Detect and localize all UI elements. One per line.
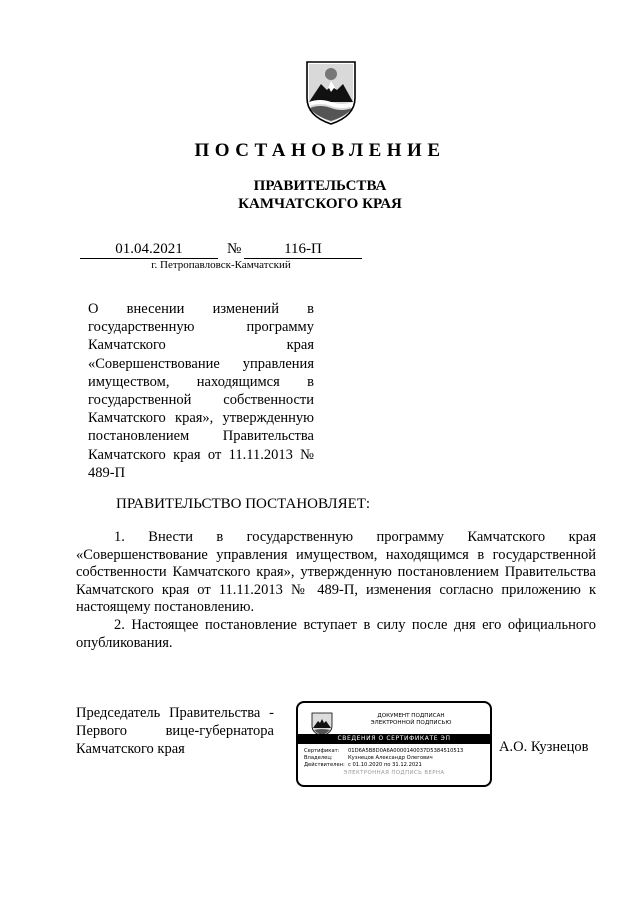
stamp-owner-row <box>304 755 486 761</box>
signer-position <box>76 705 274 758</box>
stamp-certificate-value: 01D6A5B8D0A6A0000140037D5384510513 <box>348 748 464 754</box>
resolution-paragraph-2: 2. Настоящее постановление вступает в силу после дня его официального опубликования. <box>76 616 596 651</box>
resolution-heading: ПРАВИТЕЛЬСТВО ПОСТАНОВЛЯЕТ: <box>116 496 371 512</box>
document-place: г. Петропавловск-Камчатский <box>151 259 291 271</box>
document-number: 116-П <box>244 241 362 259</box>
stamp-title-bar: СВЕДЕНИЯ О СЕРТИФИКАТЕ ЭП <box>298 734 490 744</box>
signer-position-line: Первого вице-губернатора <box>76 722 274 739</box>
stamp-header <box>336 713 486 727</box>
issuer-line-2: КАМЧАТСКОГО КРАЯ <box>238 196 402 212</box>
stamp-validity-row <box>304 762 486 768</box>
document-subject: О внесении изменений в государственную программу Камчатского края «Совершенствование управления имуществом, находящимся в государственной собственности Камчатского края», утвержденную постановлением Правительства Камчатского края от 11.11.2013 № 489-П <box>88 301 314 481</box>
stamp-footer: ЭЛЕКТРОННАЯ ПОДПИСЬ ВЕРНА <box>343 770 445 776</box>
stamp-certificate-label: Сертификат: <box>304 748 340 754</box>
document-kind-title: ПОСТАНОВЛЕНИЕ <box>194 140 446 161</box>
stamp-header-line: ДОКУМЕНТ ПОДПИСАН <box>377 713 445 719</box>
electronic-signature-stamp <box>296 701 492 787</box>
stamp-owner-value: Кузнецов Александр Олегович <box>348 755 433 761</box>
signer-position-line: Камчатского края <box>76 740 185 757</box>
stamp-owner-label: Владелец: <box>304 755 333 761</box>
stamp-certificate-row <box>304 748 486 754</box>
resolution-body <box>76 529 596 652</box>
issuer-line-1: ПРАВИТЕЛЬСТВА <box>253 178 387 194</box>
signer-name: А.О. Кузнецов <box>499 739 589 755</box>
kamchatka-coat-of-arms-icon <box>303 58 359 126</box>
resolution-paragraph-1: 1. Внести в государственную программу Камчатского края «Совершенствование управления имуществом, находящимся в государственной собственности Камчатского края», утвержденную постановлением Правительства Камчатского края от 11.11.2013 № 489-П, изменения согласно приложению к настоящему постановлению. <box>76 529 596 616</box>
number-sign: № <box>227 241 242 257</box>
signer-position-line: Председатель Правительства - <box>76 705 274 721</box>
stamp-validity-label: Действителен: <box>304 762 345 768</box>
stamp-validity-value: с 01.10.2020 по 31.12.2021 <box>348 762 422 768</box>
stamp-header-line: ЭЛЕКТРОННОЙ ПОДПИСЬЮ <box>370 720 452 726</box>
document-date: 01.04.2021 <box>80 241 218 259</box>
